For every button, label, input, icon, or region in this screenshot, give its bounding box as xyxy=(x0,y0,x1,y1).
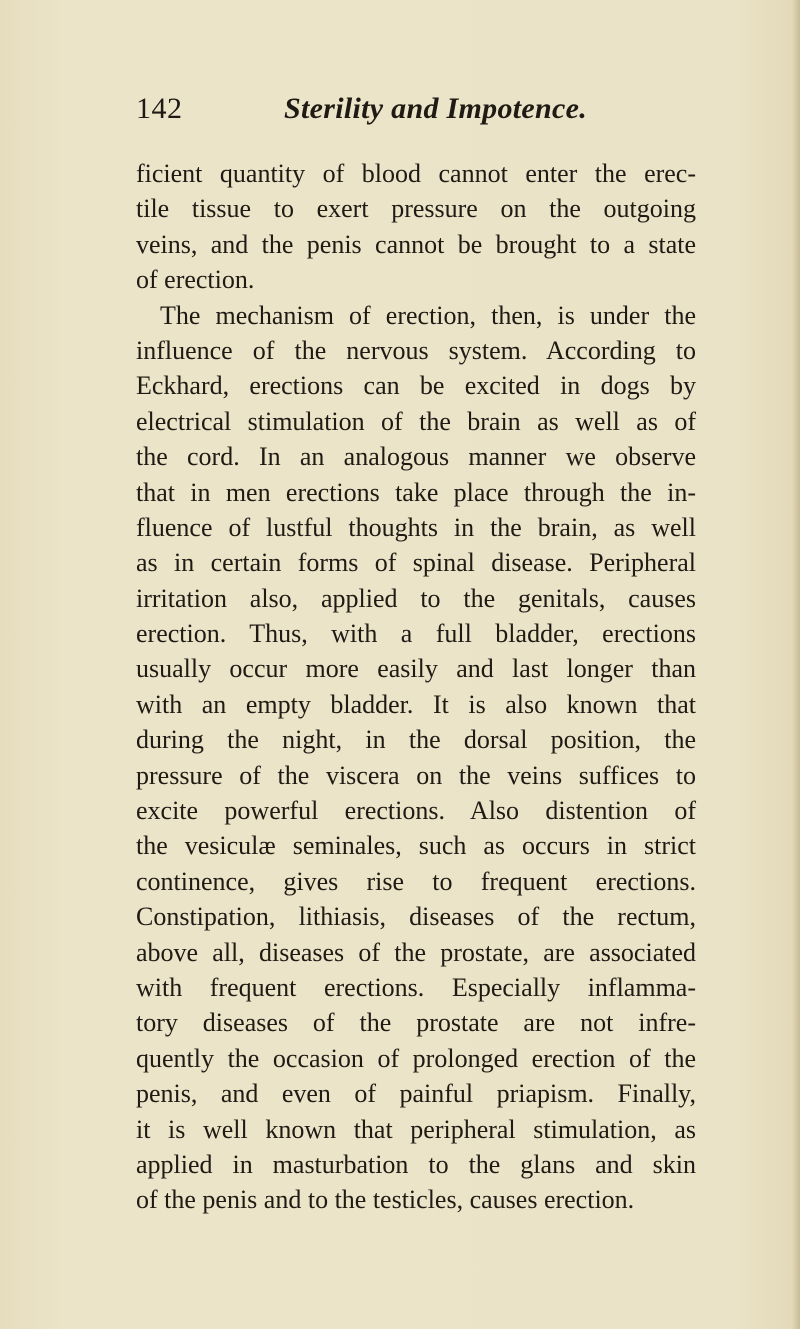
text-line: with frequent erections. Especially inflamma- xyxy=(136,972,696,1002)
text-line: Eckhard, erections can be excited in dogs by xyxy=(136,371,696,401)
text-line: pressure of the viscera on the veins suffices to xyxy=(136,760,696,790)
text-line: usually occur more easily and last longer than xyxy=(136,654,696,684)
text-line: with an empty bladder. It is also known that xyxy=(136,689,696,719)
text-line: penis, and even of painful priapism. Finally, xyxy=(136,1079,696,1109)
text-line: that in men erections take place through the in- xyxy=(136,477,696,507)
text-line: influence of the nervous system. According to xyxy=(136,335,696,365)
text-line: Constipation, lithiasis, diseases of the rectum, xyxy=(136,902,696,932)
text-line: it is well known that peripheral stimulation, as xyxy=(136,1114,696,1144)
page-header xyxy=(136,92,696,132)
text-line: excite powerful erections. Also distention of xyxy=(136,796,696,826)
text-line: quently the occasion of prolonged erection of the xyxy=(136,1043,696,1073)
text-line: continence, gives rise to frequent erections. xyxy=(136,866,696,896)
text-line: applied in masturbation to the glans and skin xyxy=(136,1149,696,1179)
page-edge-shadow xyxy=(792,0,800,1329)
text-line: irritation also, applied to the genitals, causes xyxy=(136,583,696,613)
text-line: the cord. In an analogous manner we observe xyxy=(136,442,696,472)
page-number: 142 xyxy=(136,92,183,125)
text-line: ficient quantity of blood cannot enter the erec- xyxy=(136,159,696,188)
text-line: as in certain forms of spinal disease. Peripheral xyxy=(136,548,696,578)
text-line: tile tissue to exert pressure on the outgoing xyxy=(136,194,696,224)
text-line: electrical stimulation of the brain as well as of xyxy=(136,406,696,436)
text-line: of the penis and to the testicles, causes erection. xyxy=(136,1185,635,1215)
text-line: above all, diseases of the prostate, are associated xyxy=(136,937,696,967)
running-title: Sterility and Impotence. xyxy=(284,92,588,125)
text-line: tory diseases of the prostate are not infre- xyxy=(136,1008,696,1038)
text-line: fluence of lustful thoughts in the brain, as well xyxy=(136,512,696,542)
text-line: erection. Thus, with a full bladder, erections xyxy=(136,619,696,649)
text-line: of erection. xyxy=(136,265,255,295)
body-text xyxy=(136,156,696,1218)
text-line: veins, and the penis cannot be brought to a state xyxy=(136,229,696,259)
text-line: The mechanism of erection, then, is under the xyxy=(160,300,696,330)
text-line: the vesiculæ seminales, such as occurs in strict xyxy=(136,831,696,861)
text-line: during the night, in the dorsal position, the xyxy=(136,725,696,755)
